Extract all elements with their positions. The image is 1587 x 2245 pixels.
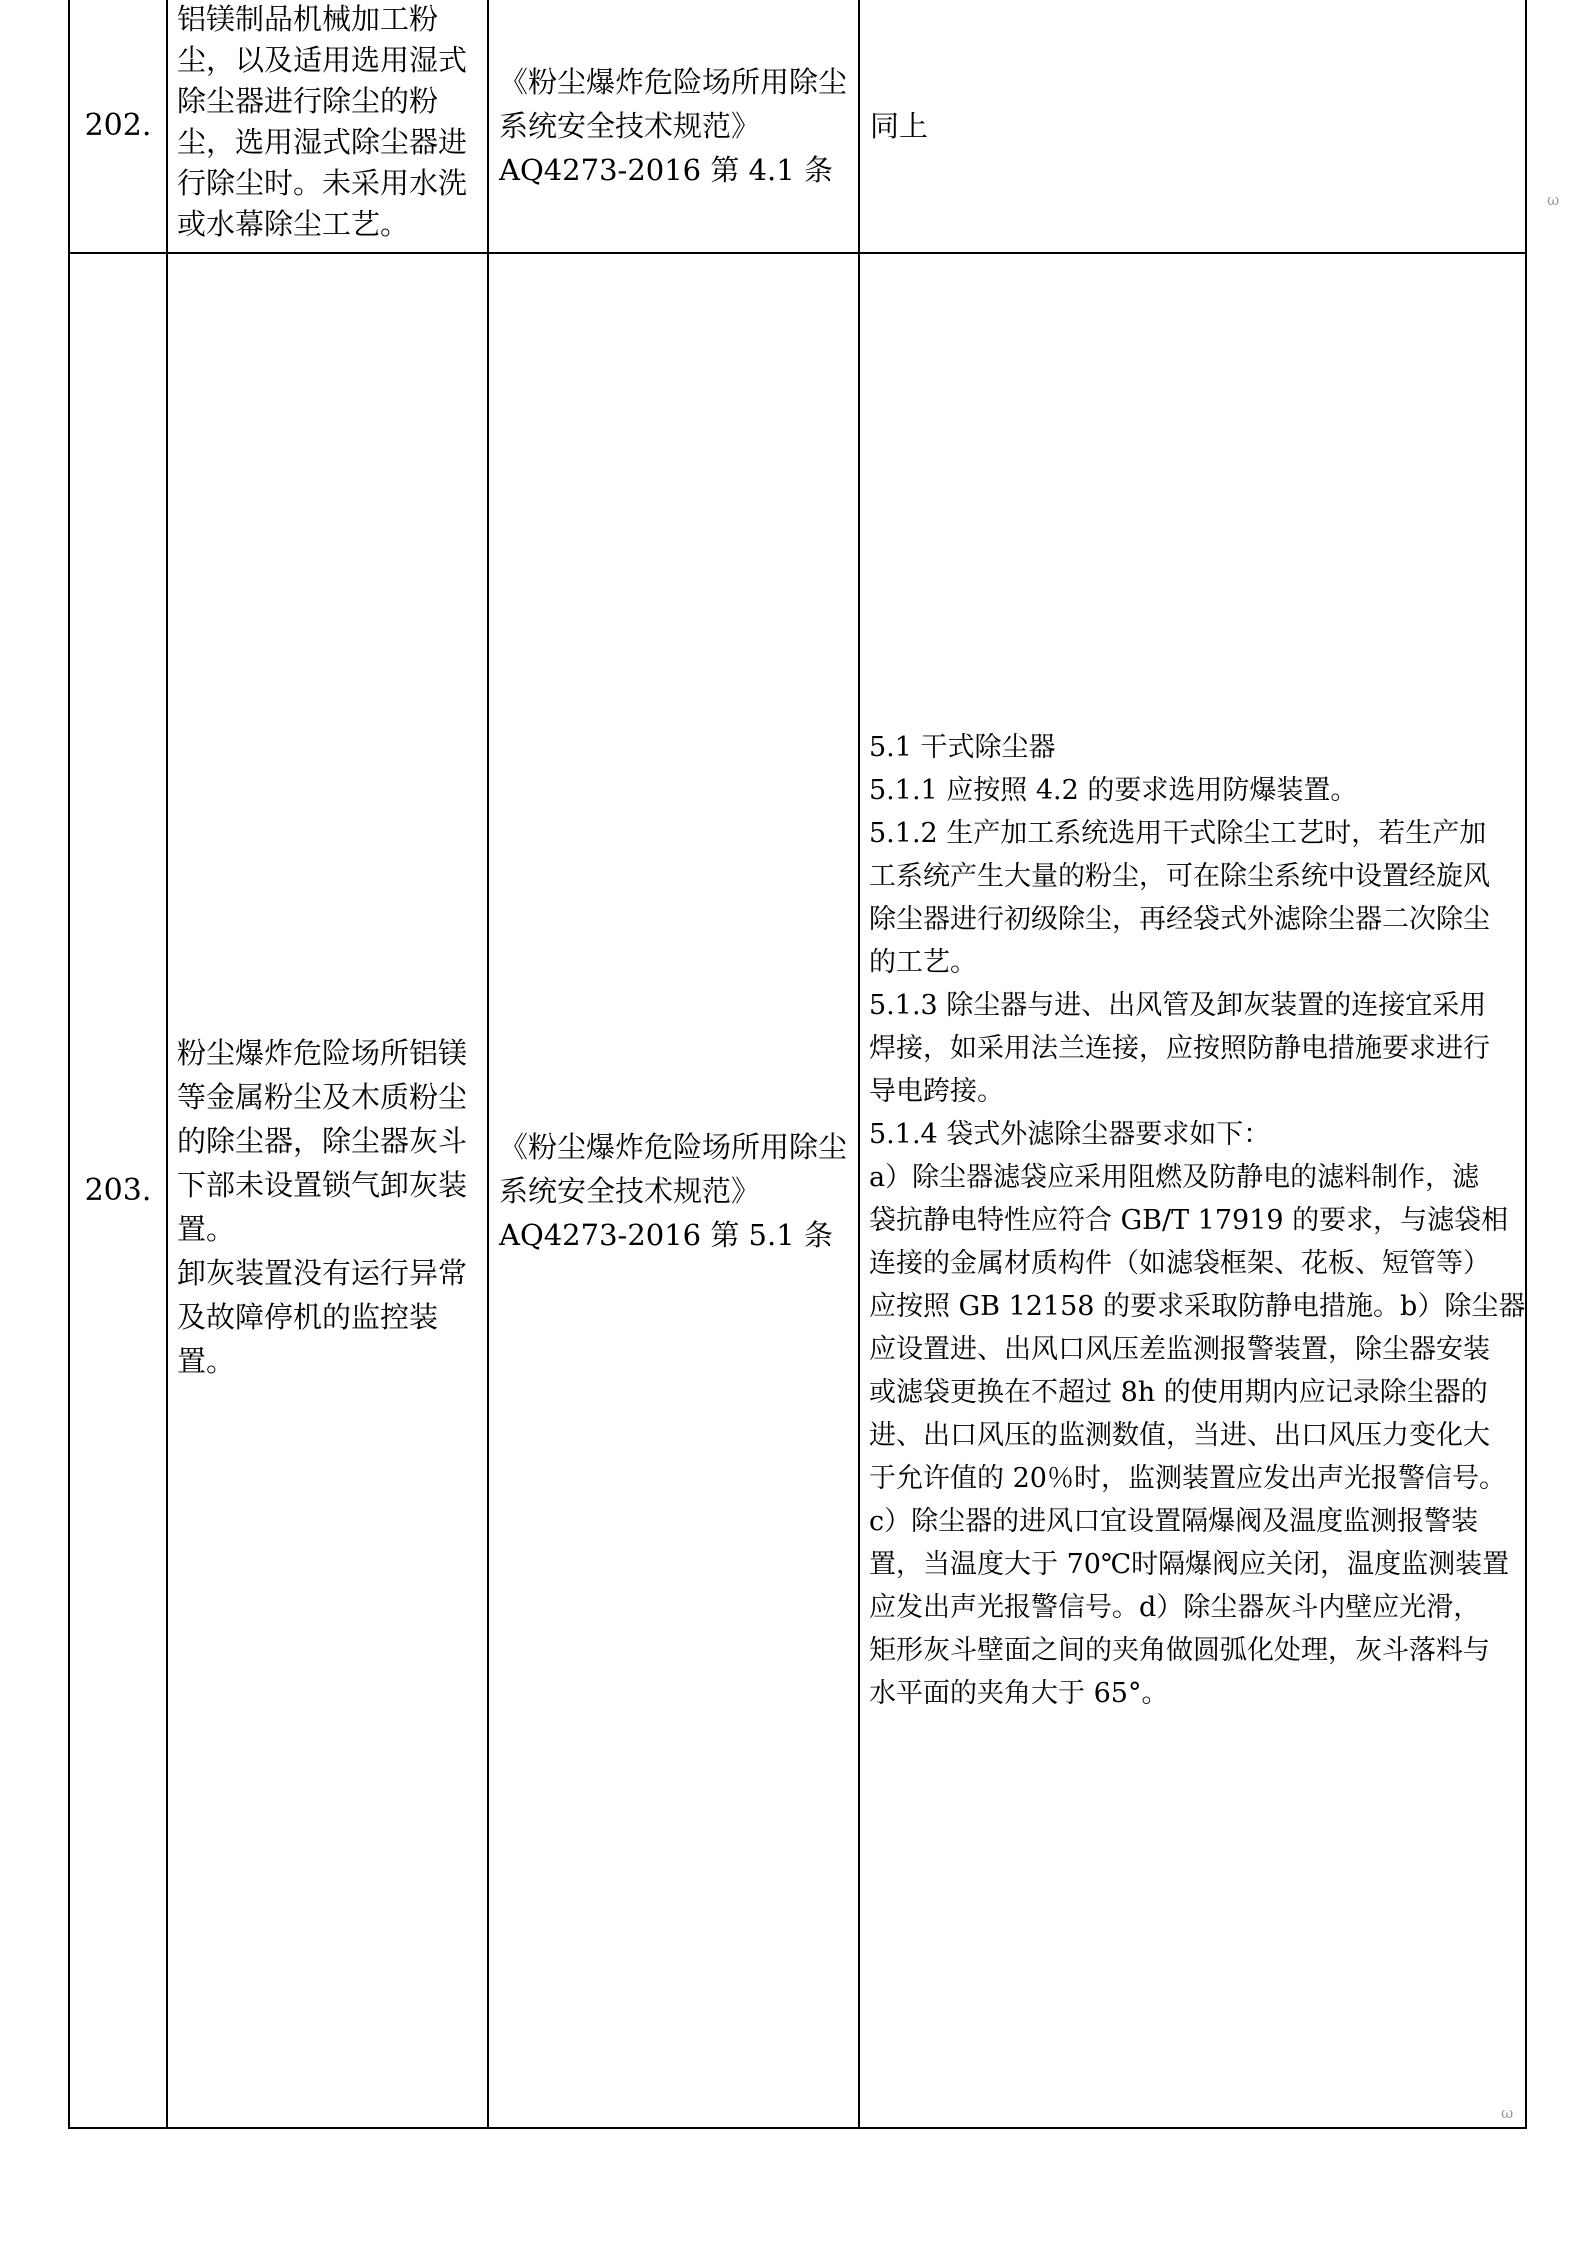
text-line: 应设置进、出风口风压差监测报警装置，除尘器安装 <box>869 1334 1490 1365</box>
text-line: 卸灰装置没有运行异常 <box>177 1255 468 1290</box>
text-line: 袋抗静电特性应符合 GB/T 17919 的要求，与滤袋相 <box>869 1205 1509 1236</box>
text-line: 的工艺。 <box>869 947 977 978</box>
text-line: 或滤袋更换在不超过 8h 的使用期内应记录除尘器的 <box>869 1377 1488 1408</box>
text-line: 水平面的夹角大于 65°。 <box>869 1678 1169 1709</box>
row-203-violation-description <box>168 254 489 2127</box>
row-202-violation-description <box>168 0 489 254</box>
row-number: 202. <box>84 108 152 143</box>
text-line: 粉尘爆炸危险场所铝镁 <box>177 1035 468 1070</box>
text-line: 《粉尘爆炸危险场所用除尘 <box>499 1129 848 1164</box>
text-line: 置。 <box>177 1343 236 1378</box>
row-202-regulation-basis <box>489 0 860 254</box>
row-number: 203. <box>84 1173 152 1208</box>
text-line: 进、出口风压的监测数值，当进、出口风压力变化大 <box>869 1420 1490 1451</box>
text-line: 置，当温度大于 70℃时隔爆阀应关闭，温度监测装置 <box>869 1549 1510 1580</box>
text-line: 5.1.3 除尘器与进、出风管及卸灰装置的连接宜采用 <box>869 990 1487 1021</box>
text-line: 矩形灰斗壁面之间的夹角做圆弧化处理，灰斗落料与 <box>869 1635 1490 1666</box>
text-line: 焊接，如采用法兰连接，应按照防静电措施要求进行 <box>869 1033 1490 1064</box>
text-line: 除尘器进行初级除尘，再经袋式外滤除尘器二次除尘 <box>869 904 1490 935</box>
text-line: 5.1.2 生产加工系统选用干式除尘工艺时，若生产加 <box>869 818 1487 849</box>
text-line: 导电跨接。 <box>869 1076 1004 1107</box>
text-line: 行除尘时。未采用水洗 <box>177 166 468 200</box>
text-line: 的除尘器，除尘器灰斗 <box>177 1123 468 1158</box>
text-line: 5.1 干式除尘器 <box>869 732 1056 763</box>
text-line: 5.1.1 应按照 4.2 的要求选用防爆装置。 <box>869 775 1358 806</box>
text-line: 系统安全技术规范》 <box>499 108 761 143</box>
row-203-number-cell <box>70 254 168 2127</box>
row-203-regulation-basis <box>489 254 860 2127</box>
text-line: 5.1.4 袋式外滤除尘器要求如下： <box>869 1119 1271 1150</box>
text-line: 应按照 GB 12158 的要求采取防静电措施。b）除尘器 <box>869 1291 1525 1322</box>
text-line: a）除尘器滤袋应采用阻燃及防静电的滤料制作，滤 <box>869 1162 1480 1193</box>
formatting-mark: ω <box>1547 191 1560 209</box>
inspection-table <box>68 0 1527 2129</box>
text-line: 系统安全技术规范》 <box>499 1173 761 1208</box>
text-line: 连接的金属材质构件（如滤袋框架、花板、短管等） <box>869 1248 1490 1279</box>
text-line: AQ4273-2016 第 5.1 条 <box>499 1217 833 1252</box>
text-line: 下部未设置锁气卸灰装 <box>177 1167 468 1202</box>
text-line: AQ4273-2016 第 4.1 条 <box>499 152 833 187</box>
text-line: 除尘器进行除尘的粉 <box>177 84 439 118</box>
text-line: 同上 <box>870 108 929 143</box>
row-203-regulation-text <box>860 254 1525 2127</box>
text-line: 及故障停机的监控装 <box>177 1299 439 1334</box>
text-line: 《粉尘爆炸危险场所用除尘 <box>499 64 848 99</box>
row-202-regulation-text <box>860 0 1525 254</box>
text-line: 置。 <box>177 1211 236 1246</box>
text-line: 尘，以及适用选用湿式 <box>177 43 468 77</box>
text-line: 应发出声光报警信号。d）除尘器灰斗内壁应光滑， <box>869 1592 1481 1623</box>
formatting-mark: ω <box>1501 2104 1514 2122</box>
text-line: 尘，选用湿式除尘器进 <box>177 125 468 159</box>
text-line: 或水幕除尘工艺。 <box>177 207 410 241</box>
row-202-number-cell <box>70 0 168 254</box>
text-line: 等金属粉尘及木质粉尘 <box>177 1079 468 1114</box>
text-line: 工系统产生大量的粉尘，可在除尘系统中设置经旋风 <box>869 861 1490 892</box>
text-line: c）除尘器的进风口宜设置隔爆阀及温度监测报警装 <box>869 1506 1479 1537</box>
text-line: 铝镁制品机械加工粉 <box>177 2 439 36</box>
text-line: 于允许值的 20％时，监测装置应发出声光报警信号。 <box>869 1463 1506 1494</box>
